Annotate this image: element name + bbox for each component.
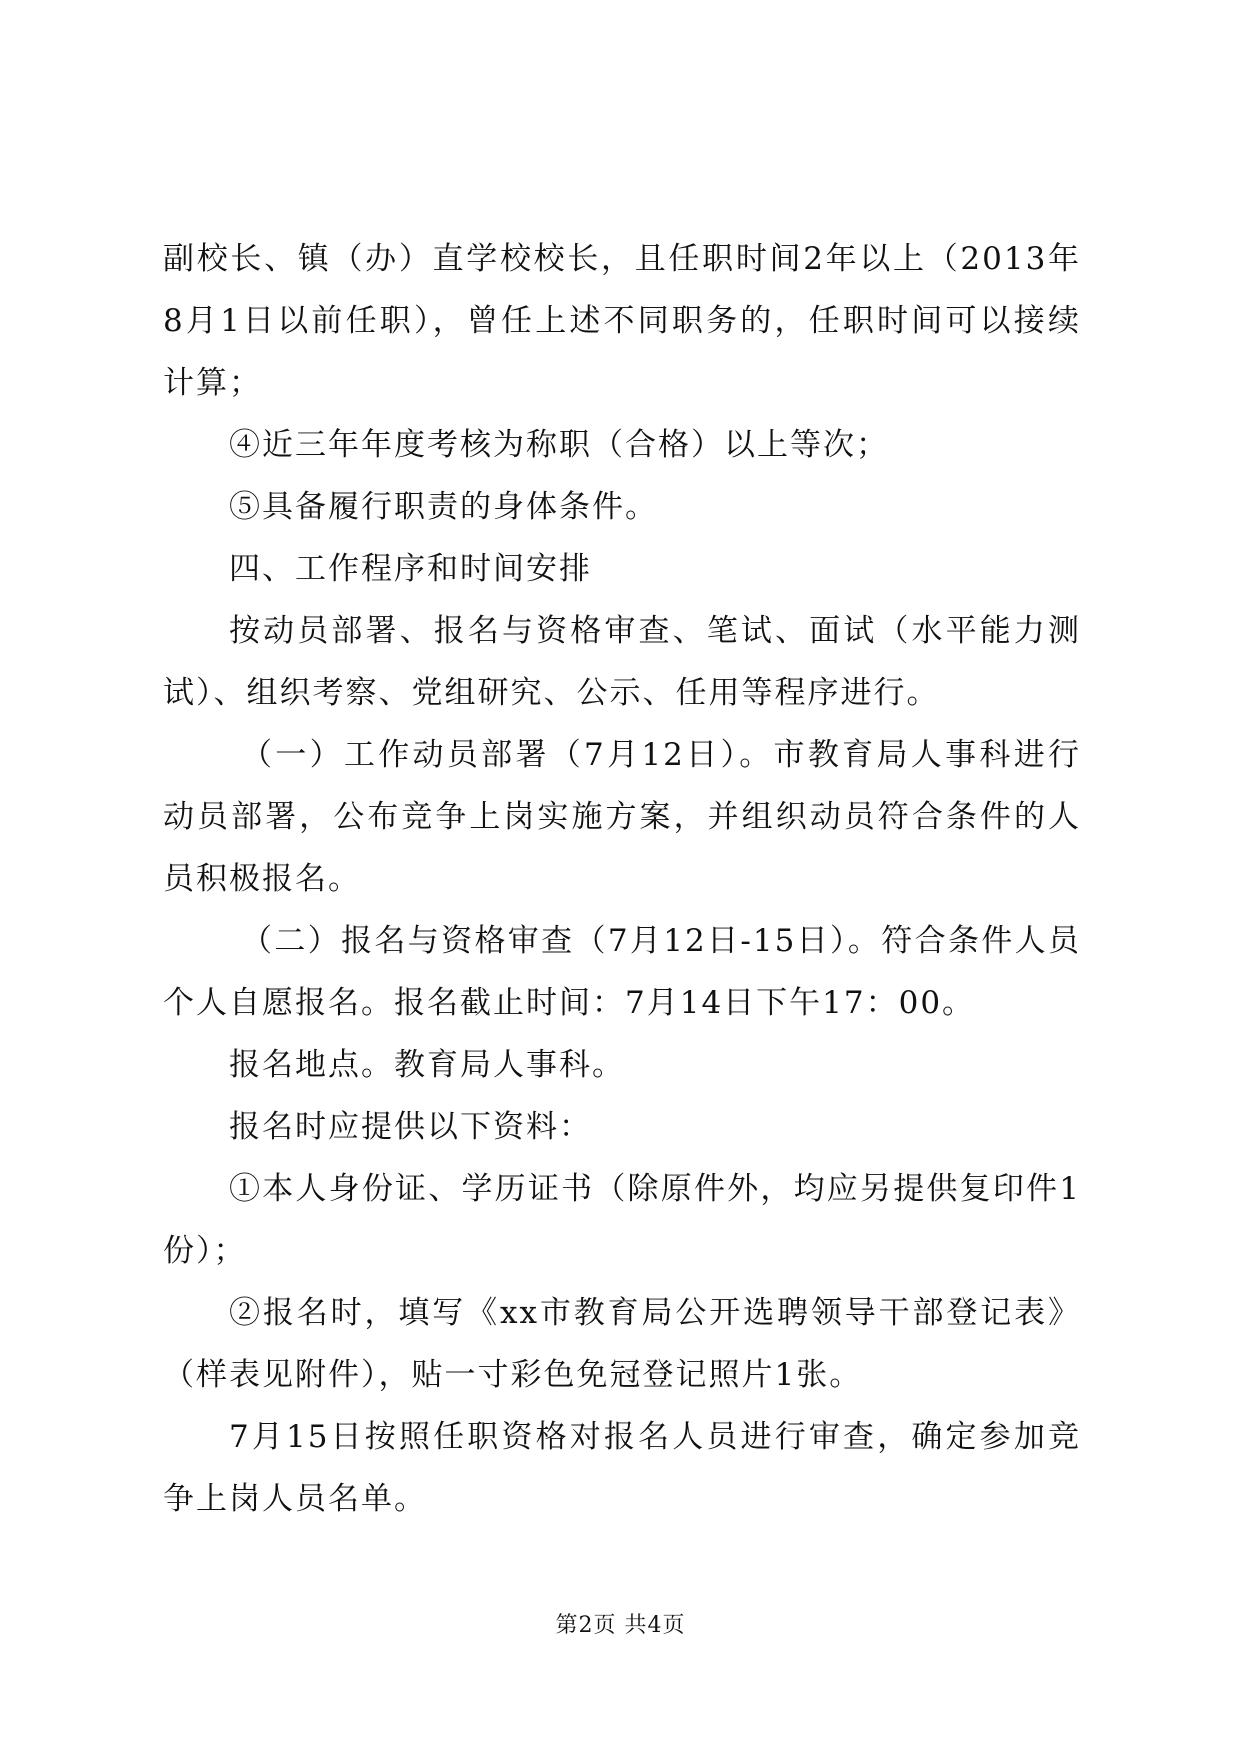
paragraph-materials-intro: 报名时应提供以下资料： xyxy=(229,1109,592,1145)
page-number-footer: 第2页 共4页 xyxy=(555,1613,686,1638)
paragraph-material-2: ②报名时，填写《xx市教育局公开选聘领导干部登记表》（样表见附件），贴一寸彩色免冠登记照片1张。 xyxy=(163,1295,1081,1393)
paragraph-step-1: （一）工作动员部署（7月12日）。市教育局人事科进行动员部署，公布竞争上岗实施方案，并组织动员符合条件的人员积极报名。 xyxy=(163,737,1081,897)
paragraph-procedure: 按动员部署、报名与资格审查、笔试、面试（水平能力测试）、组织考察、党组研究、公示、任用等程序进行。 xyxy=(163,613,1081,711)
paragraph-continuation: 副校长、镇（办）直学校校长，且任职时间2年以上（2013年8月1日以前任职），曾任上述不同职务的，任职时间可以接续计算； xyxy=(163,241,1081,401)
paragraph-review: 7月15日按照任职资格对报名人员进行审查，确定参加竞争上岗人员名单。 xyxy=(163,1419,1081,1517)
paragraph-location: 报名地点。教育局人事科。 xyxy=(229,1047,625,1083)
paragraph-step-2: （二）报名与资格审查（7月12日-15日）。符合条件人员个人自愿报名。报名截止时间：7月14日下午17：00。 xyxy=(163,923,1081,1021)
paragraph-item-5: ⑤具备履行职责的身体条件。 xyxy=(229,489,658,525)
document-body xyxy=(163,228,1081,1530)
paragraph-item-4: ④近三年年度考核为称职（合格）以上等次； xyxy=(229,427,889,463)
section-heading: 四、工作程序和时间安排 xyxy=(229,551,592,587)
paragraph-material-1: ①本人身份证、学历证书（除原件外，均应另提供复印件1份）； xyxy=(163,1171,1081,1269)
